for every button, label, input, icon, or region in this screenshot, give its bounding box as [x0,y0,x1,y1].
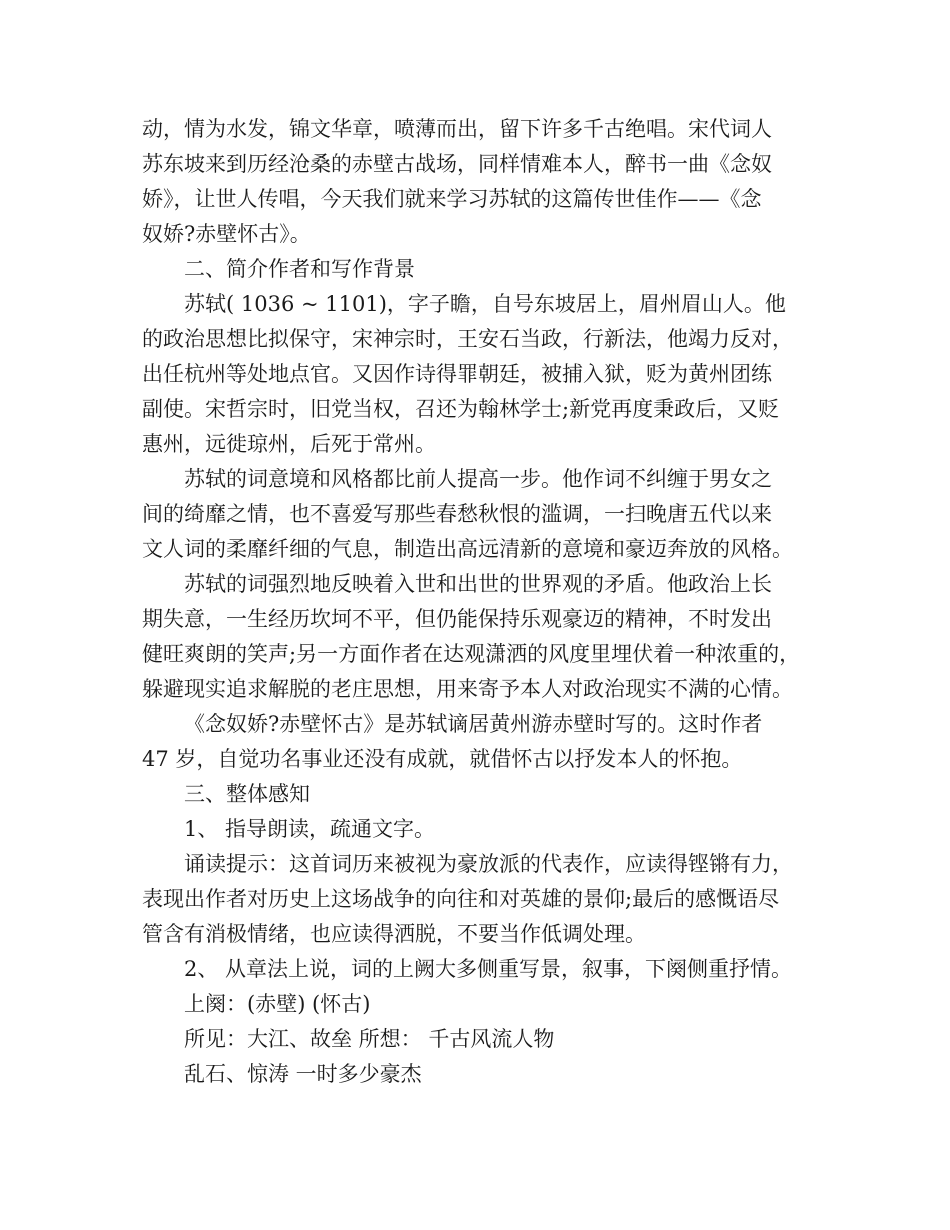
text-line: 乱石、惊涛 一时多少豪杰 [184,1062,422,1086]
section-heading: 三、整体感知 [184,782,310,806]
text-line: 文人词的柔靡纤细的气息，制造出高远清新的意境和豪迈奔放的风格。 [142,537,793,561]
text-line: 苏轼的词强烈地反映着入世和出世的世界观的矛盾。他政治上长 [184,572,772,596]
text-line: 苏轼的词意境和风格都比前人提高一步。他作词不纠缠于男女之 [184,467,772,491]
section-heading: 二、简介作者和写作背景 [184,257,415,281]
text-line: 诵读提示：这首词历来被视为豪放派的代表作，应读得铿锵有力， [184,852,793,876]
text-line: 动，情为水发，锦文华章，喷薄而出，留下许多千古绝唱。宋代词人 [142,117,772,141]
text-line: 管含有消极情绪，也应读得洒脱，不要当作低调处理。 [142,922,646,946]
text-line: 1、 指导朗读，疏通文字。 [184,817,436,841]
text-line: 所见：大江、故垒 所想： 千古风流人物 [184,1027,555,1051]
text-line: 苏轼( 1036 ~ 1101)，字子瞻，自号东坡居上，眉州眉山人。他 [184,292,786,316]
text-line: 躲避现实追求解脱的老庄思想，用来寄予本人对政治现实不满的心情。 [142,677,793,701]
text-line: 健旺爽朗的笑声;另一方面作者在达观潇洒的风度里埋伏着一种浓重的， [142,642,801,666]
text-line: 出任杭州等处地点官。又因作诗得罪朝廷，被捕入狱，贬为黄州团练 [142,362,772,386]
text-line: 的政治思想比拟保守，宋神宗时，王安石当政，行新法，他竭力反对， [142,327,793,351]
text-line: 47 岁，自觉功名事业还没有成就，就借怀古以抒发本人的怀抱。 [142,747,743,771]
text-line: 惠州，远徙琼州，后死于常州。 [142,432,436,456]
text-line: 奴娇?赤壁怀古》。 [142,222,311,246]
text-line: 期失意，一生经历坎坷不平，但仍能保持乐观豪迈的精神，不时发出 [142,607,772,631]
text-line: 《念奴娇?赤壁怀古》是苏轼谪居黄州游赤壁时写的。这时作者 [184,712,763,736]
text-line: 副使。宋哲宗时，旧党当权，召还为翰林学士;新党再度秉政后，又贬 [142,397,780,421]
text-line: 娇》，让世人传唱，今天我们就来学习苏轼的这篇传世佳作——《念 [142,187,762,211]
text-line: 2、 从章法上说，词的上阙大多侧重写景，叙事，下阕侧重抒情。 [184,957,793,981]
text-line: 上阕：(赤壁) (怀古) [184,992,371,1016]
text-line: 表现出作者对历史上这场战争的向往和对英雄的景仰;最后的感慨语尽 [142,887,780,911]
text-line: 间的绮靡之情，也不喜爱写那些春愁秋恨的滥调，一扫晚唐五代以来 [142,502,772,526]
body-text [142,112,822,1092]
text-line: 苏东坡来到历经沧桑的赤壁古战场，同样情难本人，醉书一曲《念奴 [142,152,772,176]
